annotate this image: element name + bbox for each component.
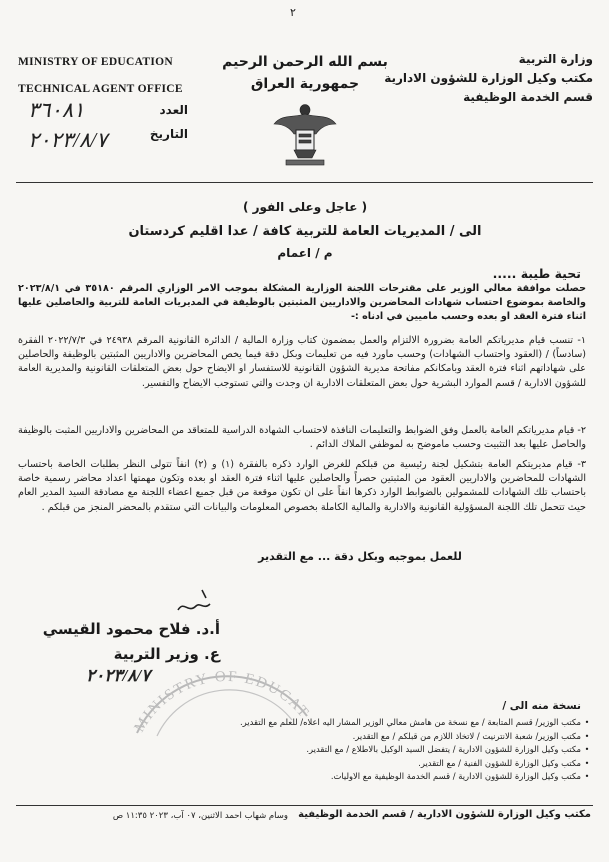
date-label: التاريخ [149, 127, 188, 141]
copy-item: مكتب وكيل الوزارة للشؤون الادارية / يتفضل السيد الوكيل بالاطلاع / مع التقدير. [306, 744, 581, 755]
signature-date: ٢٠٢٣/٨/٧ [86, 666, 151, 685]
header-divider [16, 182, 593, 183]
office-arabic: مكتب وكيل الوزارة للشؤون الادارية [384, 71, 593, 85]
number-label: العدد [159, 103, 188, 117]
copy-item: مكتب وكيل الوزارة للشؤون الفنية / مع التقدير. [418, 757, 581, 768]
subject-line: م / اعمام [277, 246, 333, 260]
list-item-3: ٣- قيام مديريتكم العامة بتشكيل لجنة رئيسية من قبلكم للغرض الوارد ذكره بالفقرة (١) و (٢) انفاً تتولى النظر بطلبات الخاصة باحتساب الشهادات للمحاضرين والاداريين العقود من المثبتين حصراً والحاصلين عليها اثناء فترة العقد او بعده وتكون مهمتها اعداد محاضر رسمية خاصة باحتساب تلك الشهادات للمشمولين بالضوابط الوارد ذكرها انفاً على ان تكون موقعة من قبل جميع اعضاء اللجنة مع مصادقة السيد المدير العام حيث تتحمل تلك اللجنة المسؤولية القانونية والادارية والمالية الكاملة بخصوص المعلومات والبيانات التي ستقدم بالمحضر المنجز من قبلكم . [18, 459, 586, 513]
department-arabic: قسم الخدمة الوظيفية [463, 90, 593, 104]
copy-item: مكتب الوزير/ شعبة الانترنيت / لاتخاذ اللازم من قبلكم / مع التقدير. [352, 730, 581, 741]
copy-bullets: • • • • • [584, 718, 590, 782]
footer-office: مكتب وكيل الوزارة للشؤون الادارية / قسم الخدمة الوظيفية [298, 809, 591, 820]
page-number: ٢ [290, 6, 296, 19]
urgent-note: ( عاجل وعلى الفور ) [242, 200, 368, 214]
country-name: جمهورية العراق [250, 76, 360, 92]
footer-divider [16, 805, 593, 806]
signer-name: أ.د. فلاح محمود القيسي [42, 620, 220, 638]
footer-meta: وسام شهاب احمد الاثنين، ٠٧ آب، ٢٠٢٣ ١١:٣٥ ص [112, 811, 288, 821]
ministry-arabic: وزارة التربية [518, 52, 593, 66]
date-value: ٢٠٢٣/٨/٧ [28, 128, 108, 152]
number-value: ٣٦٠٨١ [28, 98, 85, 122]
basmala: بسم الله الرحمن الرحيم [222, 54, 388, 70]
list-item-1: ١- تنسب قيام مديرياتكم العامة بضرورة الالتزام والعمل بمضمون كتاب وزارة المالية / الدائرة القانونية المرقم ٢٤٩٣٨ في ٢٠٢٢/٧/٣ الفقرة (سادساً) / (العقود واحتساب الشهادات) وحسب ماورد فيه من تعليمات وبكل دقة فيما يخص المحاضرين والاداريين المثبتين بالوظيفة والحاصلين على شهاداتهم اثناء فترة العقد وبامكانكم مفاتحة مديرية الشؤون القانونية للاستفسار او الايضاح حول بعض المتعلقات القانونية والمديرية العامة للشؤون الادارية / قسم الموارد البشرية حول بعض المتعلقات الادارية ان وجدت والتي تستوجب الايضاح والتفسير. [18, 335, 586, 389]
intro-paragraph: حصلت موافقة معالي الوزير على مقترحات اللجنة الوزارية المشكلة بموجب الامر الوزاري المرقم ٣٥١٨٠ في ٢٠٢٣/٨/١ والخاصة بموضوع احتساب شهادات المحاضرين والاداريين المثبتين بالوظيفة في المديريات العامة للتربية والحاصلين عليها اثناء فترة العقد او بعده وحسب ماميين في ادناه :- [18, 283, 586, 323]
copies-list [41, 716, 581, 784]
signer-title: ع. وزير التربية [113, 645, 220, 663]
greeting: تحية طيبة ..... [492, 266, 581, 281]
iraq-emblem-icon [272, 100, 338, 168]
list-item-2: ٢- قيام مديرياتكم العامة بالعمل وفق الضوابط والتعليمات النافذة لاحتساب الشهادة الدراسية للمتعاقد من المحاضرين والاداريين المثبت بالوظيفة والحاصل عليها بعد التثبيت وحسب ماموضح به لموظفي الملاك الدائم . [18, 425, 586, 451]
closing-line: للعمل بموجبه وبكل دقة ... مع التقدير [258, 550, 462, 563]
stamp-text: MINISTRY OF EDUCAT [131, 668, 312, 735]
copies-title: نسخة منه الى / [502, 700, 581, 712]
recipient-line: الى / المديريات العامة للتربية كافة / عدا اقليم كردستان [128, 224, 482, 239]
ministry-english: MINISTRY OF EDUCATION [18, 56, 173, 68]
copy-item: مكتب الوزير/ قسم المتابعة / مع نسخة من هامش معالي الوزير المشار اليه اعلاه/ للعلم مع التقدير. [240, 717, 581, 727]
office-english: TECHNICAL AGENT OFFICE [18, 83, 183, 95]
copy-item: مكتب وكيل الوزارة للشؤون الادارية / قسم الخدمة الوظيفية مع الاوليات. [330, 771, 581, 782]
